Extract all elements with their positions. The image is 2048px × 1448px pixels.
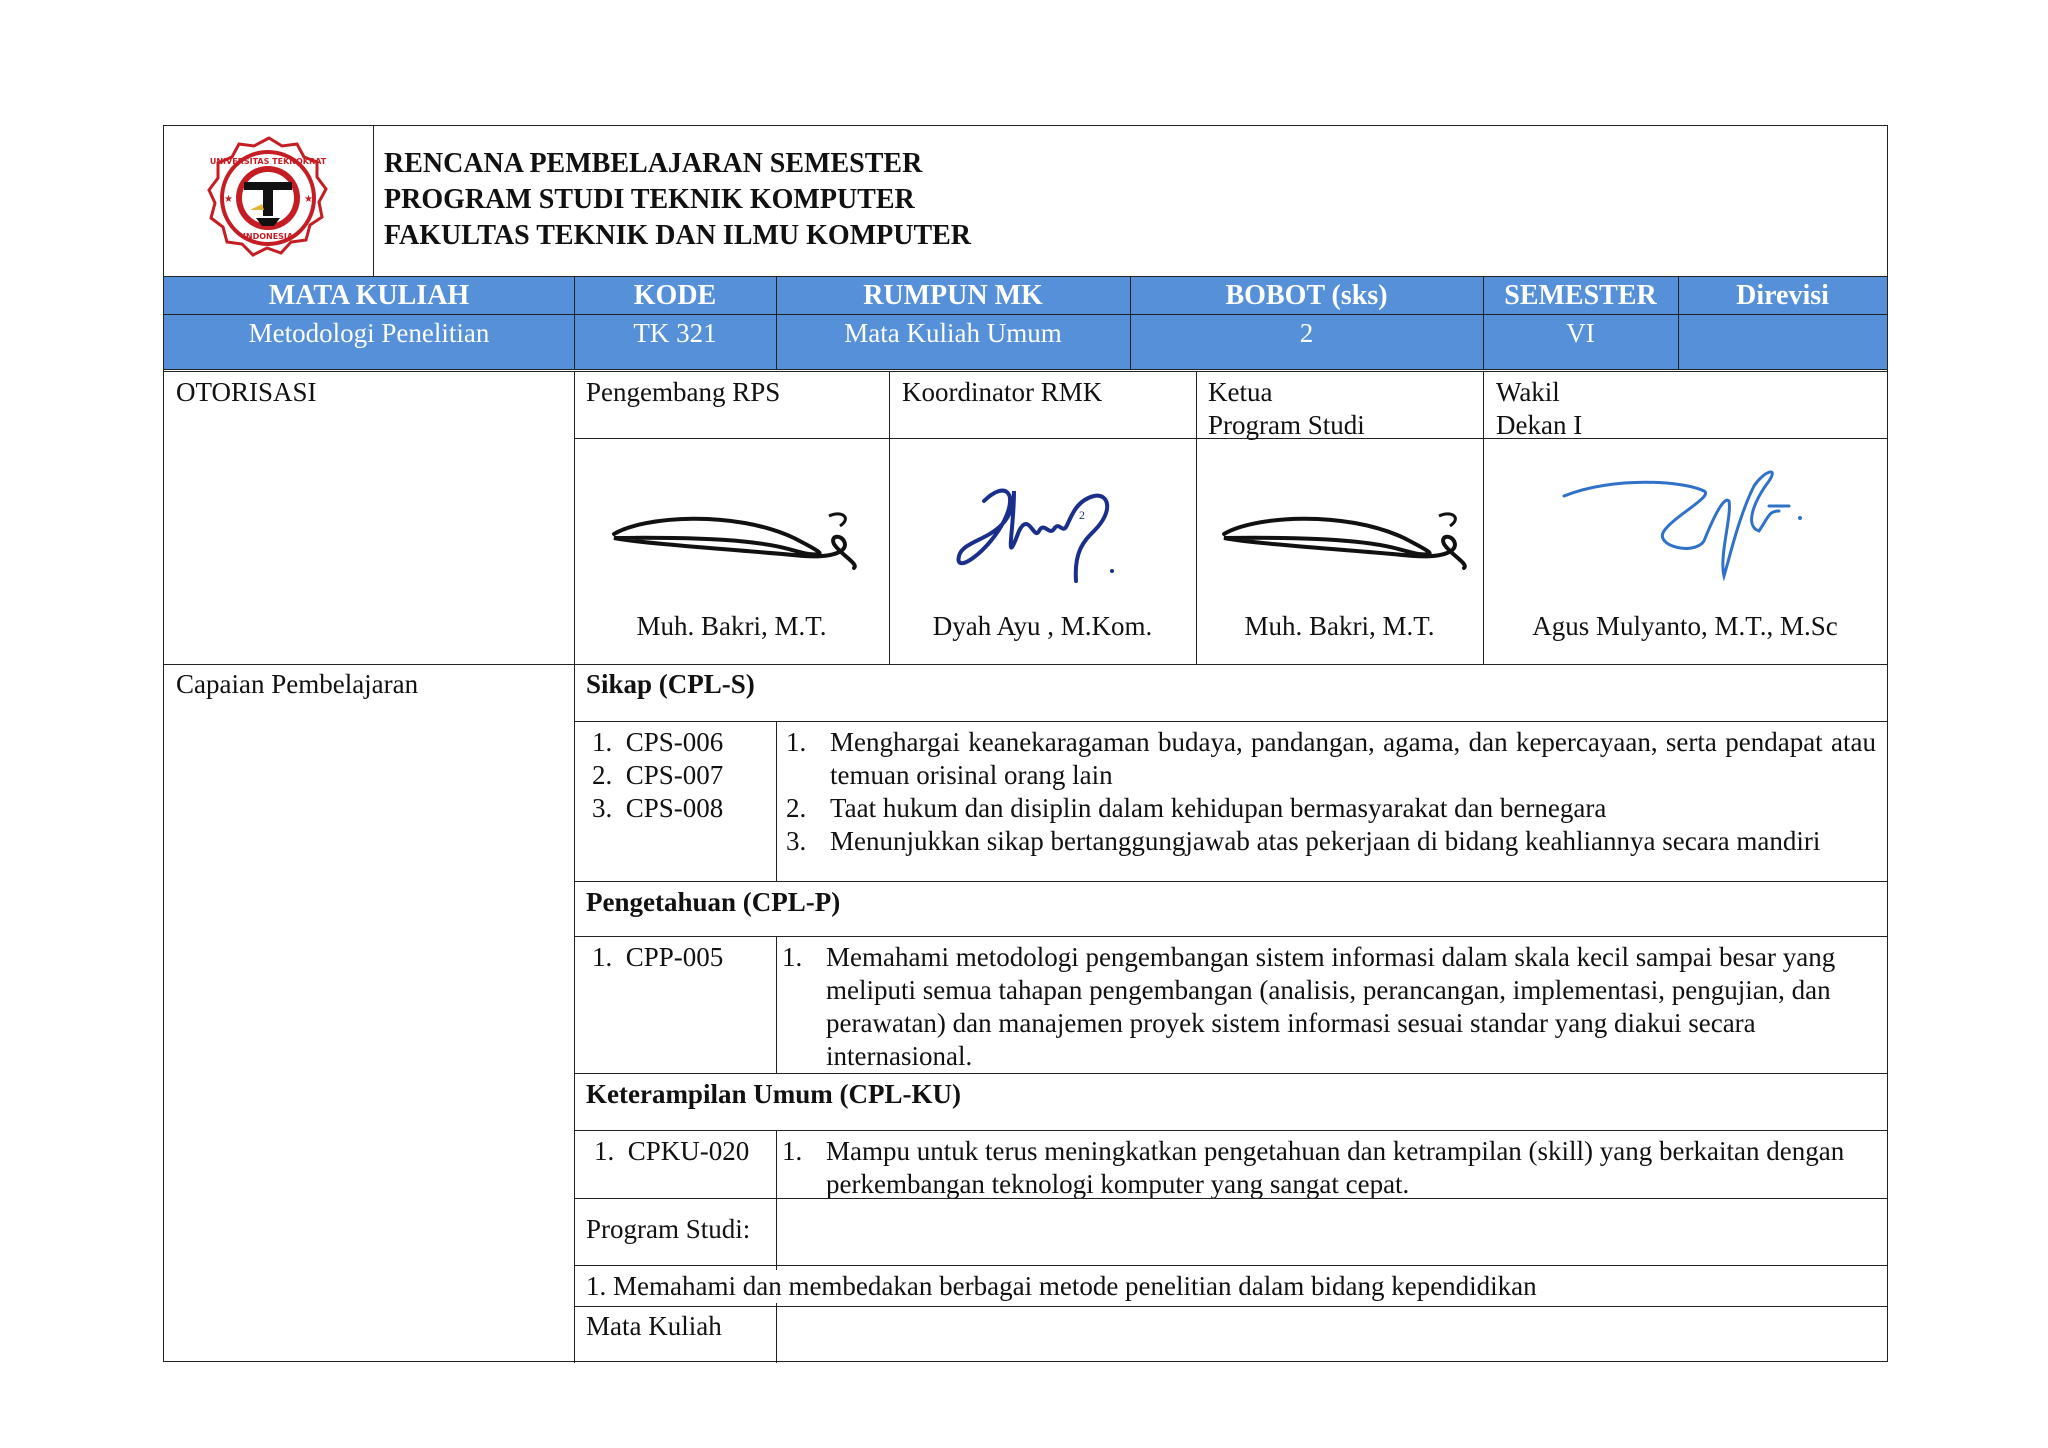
pengetahuan-heading: Pengetahuan (CPL-P) xyxy=(586,887,841,917)
header-kode: KODE xyxy=(633,280,717,311)
keterampilan-items xyxy=(782,1135,1857,1201)
mata-kuliah-label: Mata Kuliah xyxy=(586,1311,722,1341)
signatory-wakil-dekan: Agus Mulyanto, M.T., M.Sc xyxy=(1532,611,1838,641)
header-rumpun-mk: RUMPUN MK xyxy=(863,280,1043,311)
title-line-3: FAKULTAS TEKNIK DAN ILMU KOMPUTER xyxy=(384,220,972,251)
header-mata-kuliah: MATA KULIAH xyxy=(268,280,470,311)
role-koordinator-rmk: Koordinator RMK xyxy=(902,377,1103,407)
role-ketua-prodi: Ketua Program Studi xyxy=(1208,377,1365,440)
svg-text:2: 2 xyxy=(1079,508,1085,522)
list-item: 3. CPS-008 xyxy=(592,793,724,823)
title-line-2: PROGRAM STUDI TEKNIK KOMPUTER xyxy=(384,184,915,215)
svg-text:★: ★ xyxy=(304,194,313,205)
program-studi-label: Program Studi: xyxy=(586,1214,751,1244)
header-bobot: BOBOT (sks) xyxy=(1225,280,1388,311)
otorisasi-label: OTORISASI xyxy=(176,377,317,407)
list-item: 1. Memahami metodologi pengembangan sistem informasi dalam skala kecil sampai besar yang meliputi semua tahapan pengembangan (analisis, perancangan, implementasi, pengujian, dan perawatan) dan manajemen proyek sistem informasi sesuai standar yang diakui secara internasional. xyxy=(782,942,1836,1071)
header-semester: SEMESTER xyxy=(1504,280,1657,311)
sikap-heading: Sikap (CPL-S) xyxy=(586,669,755,699)
list-item: 2. CPS-007 xyxy=(592,760,724,790)
list-item: 1. Mampu untuk terus meningkatkan pengetahuan dan ketrampilan (skill) yang berkaitan dengan perkembangan teknologi komputer yang sangat cepat. xyxy=(782,1136,1845,1199)
value-semester: VI xyxy=(1566,318,1595,348)
value-kode: TK 321 xyxy=(633,318,717,348)
signature-black-icon xyxy=(1214,496,1474,576)
list-item: 1. Menghargai keanekaragaman budaya, pandangan, agama, dan kepercayaan, serta pendapat atau temuan orisinal orang lain xyxy=(786,727,1876,790)
signature-black-icon xyxy=(604,496,864,576)
rps-document xyxy=(163,125,1888,1362)
sikap-codes xyxy=(592,726,723,825)
list-item: 3. Menunjukkan sikap bertanggungjawab atas pekerjaan di bidang keahliannya secara mandiri xyxy=(786,826,1821,856)
document-title xyxy=(384,146,971,254)
signature-blue-icon xyxy=(944,471,1134,591)
role-pengembang-rps: Pengembang RPS xyxy=(586,377,781,407)
signatory-koordinator: Dyah Ayu , M.Kom. xyxy=(932,611,1153,641)
capaian-label: Capaian Pembelajaran xyxy=(176,669,419,699)
program-studi-item: 1. Memahami dan membedakan berbagai metode penelitian dalam bidang kependidikan xyxy=(586,1270,1541,1303)
value-bobot: 2 xyxy=(1299,318,1314,348)
value-rumpun-mk: Mata Kuliah Umum xyxy=(844,318,1062,348)
list-item: 1. CPKU-020 xyxy=(594,1136,750,1166)
university-seal-icon xyxy=(204,126,334,276)
list-item: 1. CPP-005 xyxy=(592,942,724,972)
list-item: 1. CPS-006 xyxy=(592,727,724,757)
title-line-1: RENCANA PEMBELAJARAN SEMESTER xyxy=(384,148,923,179)
svg-text:★: ★ xyxy=(224,194,233,205)
seal-ring-bottom-text: INDONESIA xyxy=(242,232,294,241)
seal-ring-top-text: UNIVERSITAS TEKNOKRAT xyxy=(209,157,327,166)
list-item: 2. Taat hukum dan disiplin dalam kehidupan bermasyarakat dan bernegara xyxy=(786,793,1607,823)
keterampilan-heading: Keterampilan Umum (CPL-KU) xyxy=(586,1079,961,1109)
signatory-pengembang: Muh. Bakri, M.T. xyxy=(636,611,827,641)
header-direvisi: Direvisi xyxy=(1736,280,1829,311)
sikap-items xyxy=(786,726,1876,858)
university-logo xyxy=(204,126,334,276)
role-wakil-dekan: Wakil Dekan I xyxy=(1496,377,1583,440)
pengetahuan-items xyxy=(782,941,1857,1073)
signature-blue-icon xyxy=(1554,456,1814,586)
signatory-ketua: Muh. Bakri, M.T. xyxy=(1244,611,1435,641)
value-mata-kuliah: Metodologi Penelitian xyxy=(248,318,490,348)
